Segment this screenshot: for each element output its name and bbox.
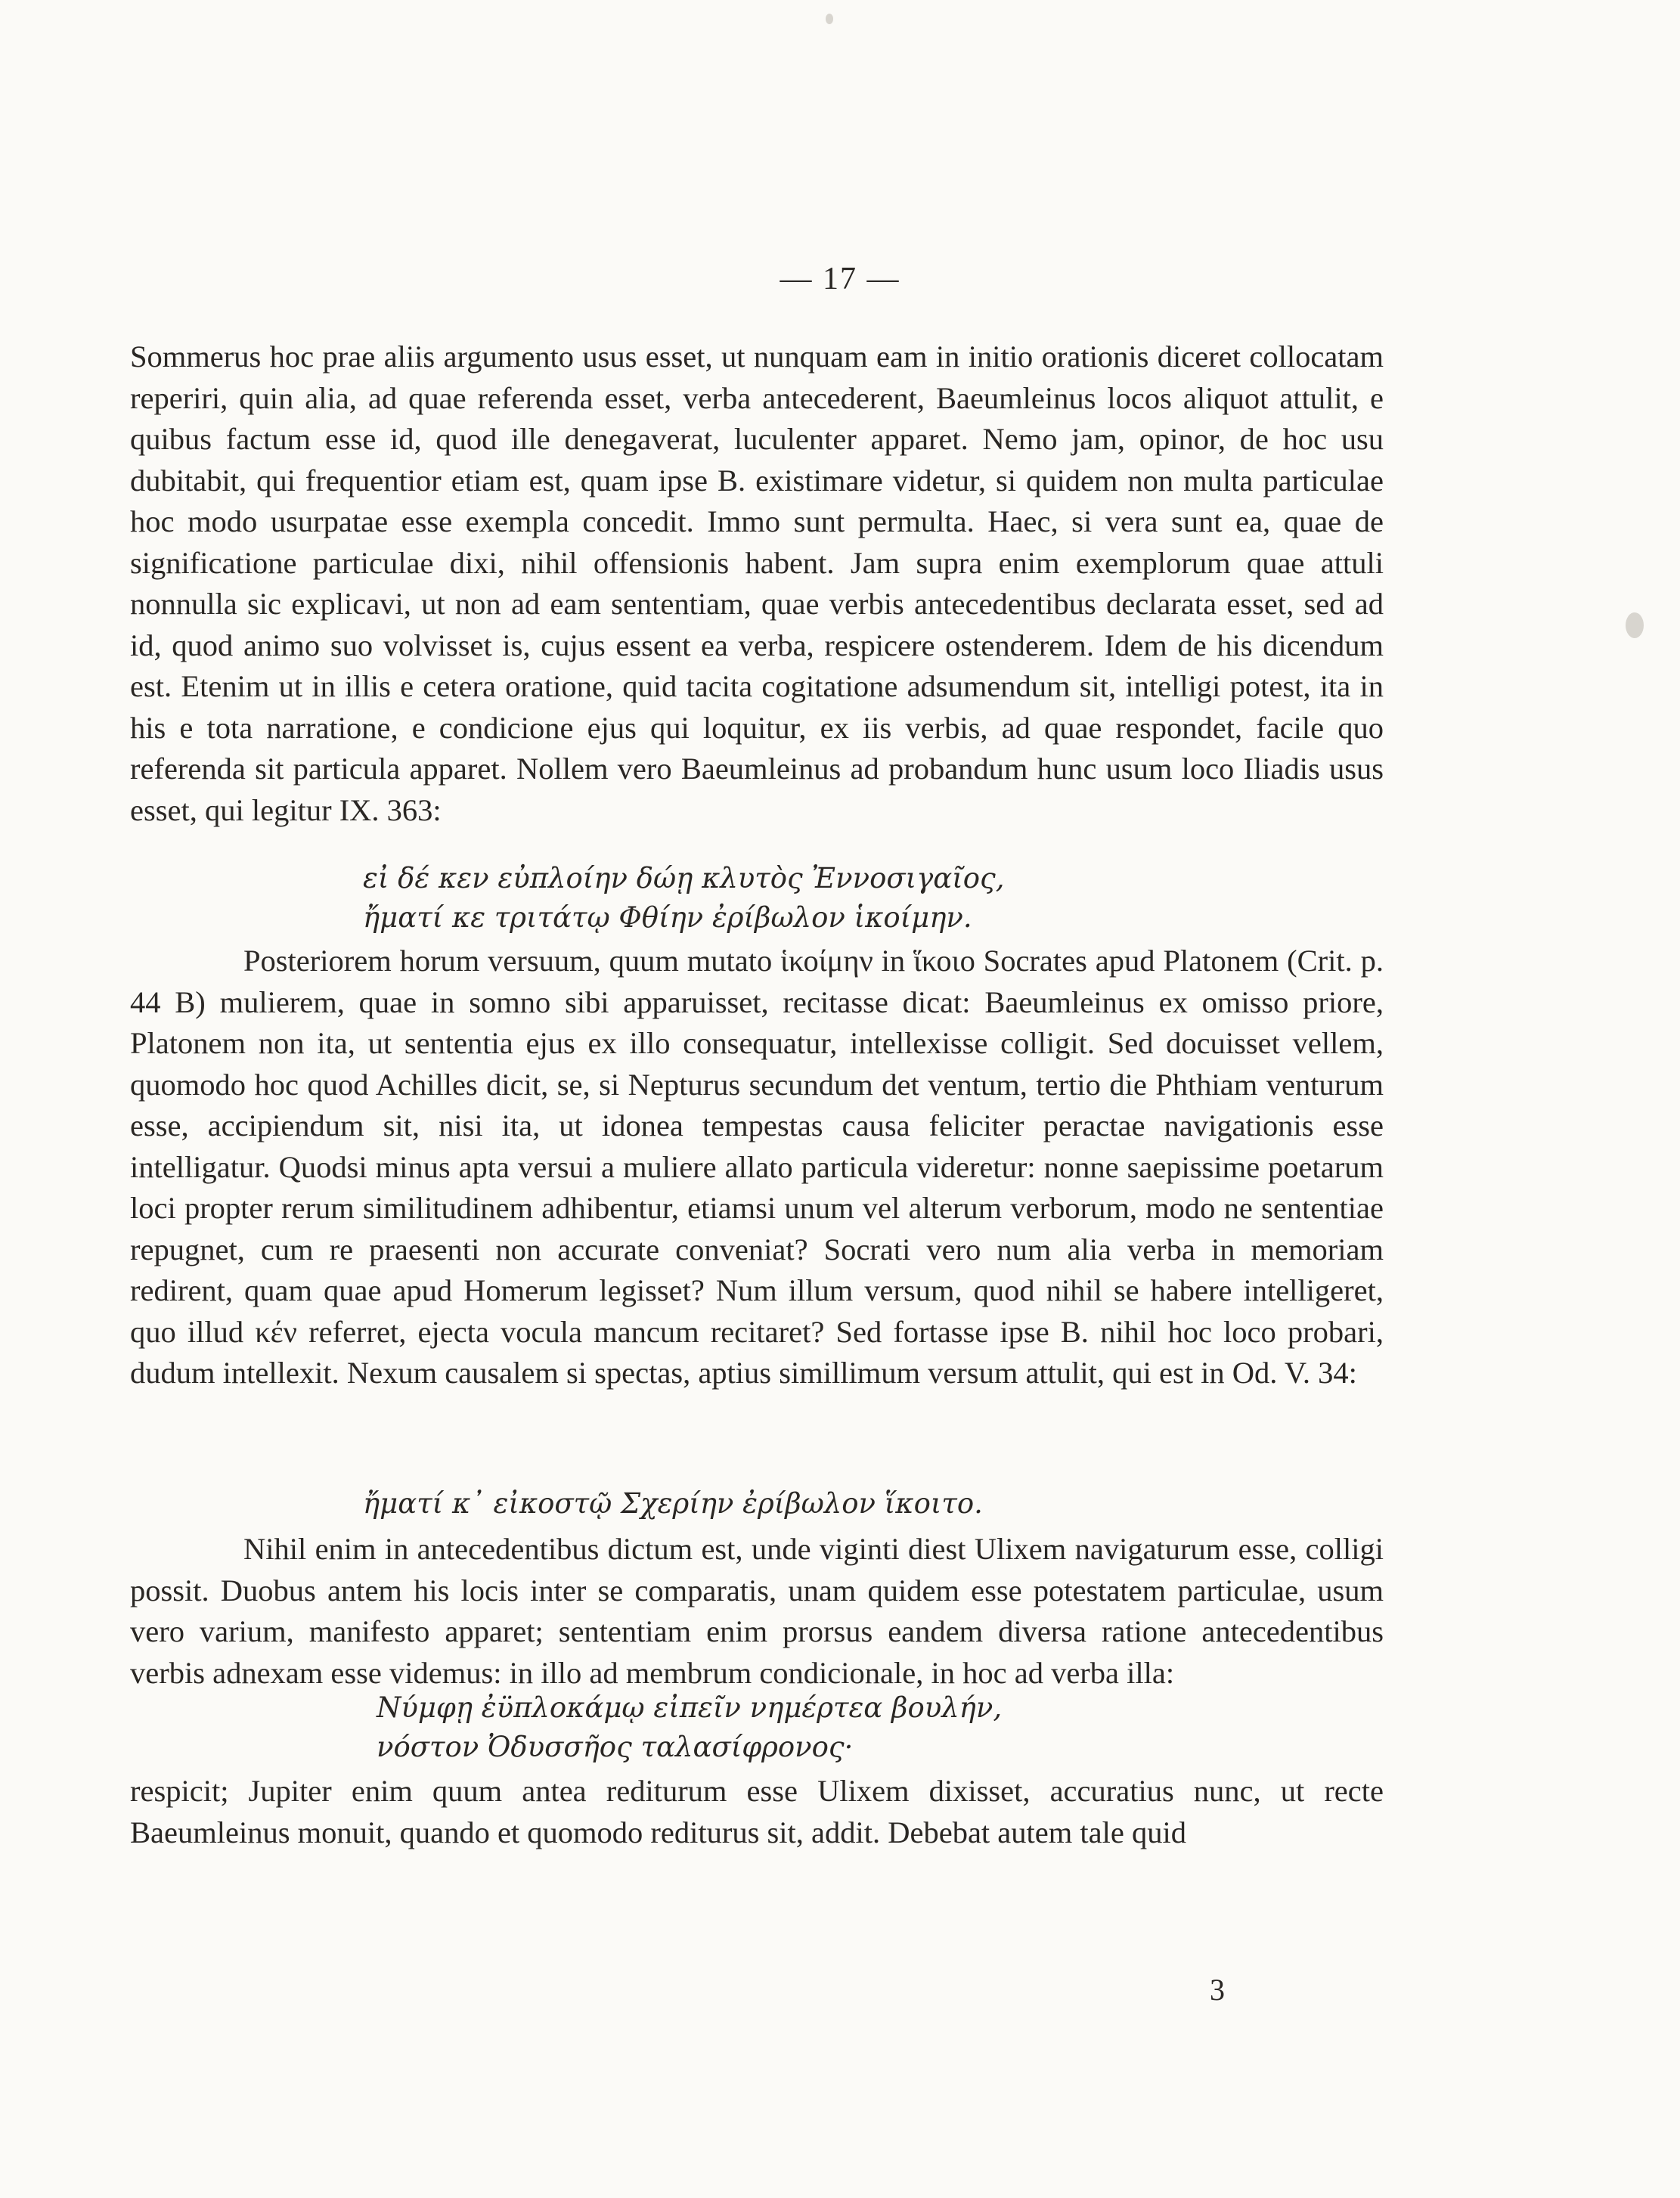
paragraph-4: respicit; Jupiter enim quum antea rediturum esse Ulixem dixisset, accuratius nunc, ut recte Baeumleinus monuit, quando et quomodo rediturus sit, addit. Debebat autem tale quid <box>130 1774 1384 1849</box>
paragraph-1: Sommerus hoc prae aliis argumento usus esset, ut nunquam eam in initio orationis diceret collocatam reperiri, quin alia, ad quae referenda esset, verba antecederent, Baeumleinus locos aliquot attulit, e quibus factum esse id, quod ille denegaverat, luculenter apparet. Nemo jam, opinor, de hoc usu dubitabit, qui frequentior etiam est, quam ipse B. existimare videtur, si quidem non multa particulae hoc modo usurpatae esse exempla concedit. Immo sunt permulta. Haec, si vera sunt ea, quae de significatione particulae dixi, nihil offensionis habent. Jam supra enim exemplorum quae attuli nonnulla sic explicavi, ut non ad eam sententiam, quae verbis antecedentibus declarata esset, sed ad id, quod animo suo volvisset is, cujus essent ea verba, respicere ostenderem. Idem de his dicendum est. Etenim ut in illis e cetera oratione, quid tacita cogitatione adsumendum sit, intelligi potest, ita in his e tota narratione, e condicione ejus qui loquitur, ex iis verbis, ad quae respondet, facile quo referenda sit particula apparet. Nollem vero Baeumleinus ad probandum hunc usum loco Iliadis usus esset, qui legitur IX. 363: <box>130 339 1384 827</box>
greek-quote-iliad-line-1: εἰ δέ κεν εὐπλοίην δώῃ κλυτὸς Ἐννοσιγαῖος, <box>363 862 1005 894</box>
signature-mark: 3 <box>1210 1973 1225 2007</box>
paper-speck <box>1626 612 1644 638</box>
greek-quote-iliad-line-2: ἤματί κε τριτάτῳ Φθίην ἐρίβωλον ἱκοίμην. <box>363 901 972 934</box>
greek-quote-odyssey-line: ἤματί κ᾽ εἰκοστῷ Σχερίην ἐρίβωλον ἵκοιτο. <box>363 1487 983 1520</box>
paragraph-3: Nihil enim in antecedentibus dictum est, unde viginti diest Ulixem navigaturum esse, colligi possit. Duobus antem his locis inter se comparatis, unam quidem esse potestatem particulae, usum vero varium, manifesto apparet; sententiam enim prorsus eandem diversa ratione antecedentibus verbis adnexam esse videmus: in illo ad membrum condicionale, in hoc ad verba illa: <box>130 1532 1384 1690</box>
paper-speck <box>826 14 833 24</box>
greek-quote-odyssey-2-line-1: Νύμφῃ ἐϋπλοκάμῳ εἰπεῖν νημέρτεα βουλήν, <box>377 1691 1003 1724</box>
page-number-header: — 17 — <box>780 262 900 296</box>
paragraph-2: Posteriorem horum versuum, quum mutato ἱκοίμην in ἵκοιο Socrates apud Platonem (Crit. p. 44 B) mulierem, quae in somno sibi apparuisset, recitasse dicat: Baeumleinus ex omisso priore, Platonem non ita, ut sententia ejus ex illo consequatur, intellexisse colligit. Sed docuisset vellem, quomodo hoc quod Achilles dicit, se, si Nepturus secundum det ventum, tertio die Phthiam venturum esse, accipiendum sit, nisi ita, ut idonea tempestas causa feliciter peractae navigationis esse intelligatur. Quodsi minus apta versui a muliere allato particula videretur: nonne saepissime poetarum loci propter rerum similitudinem adhibentur, etiamsi unum vel alterum verborum, modo ne sententiae repugnet, cum re praesenti non accurate conveniat? Socrati vero num alia verba in memoriam redirent, quam quae apud Homerum legisset? Num illum versum, quod nihil se habere intelligeret, quo illud κέν referret, ejecta vocula mancum recitaret? Sed fortasse ipse B. nihil hoc loco probari, dudum intellexit. Nexum causalem si spectas, aptius simillimum versum attulit, qui est in Od. V. 34: <box>130 944 1384 1390</box>
greek-quote-odyssey-2-line-2: νόστον Ὀδυσσῆος ταλασίφρονος· <box>377 1731 854 1763</box>
